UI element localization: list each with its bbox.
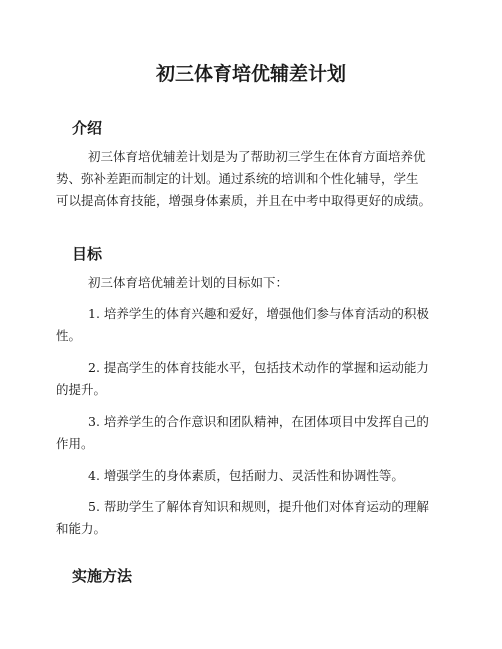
goal-item-3 (56, 411, 442, 455)
section-heading-goals: 目标 (72, 245, 103, 263)
goal-item-3-line-1: 3. 培养学生的合作意识和团队精神，在团体项目中发挥自己的 (88, 414, 429, 429)
goal-item-5 (56, 496, 442, 540)
intro-line-3: 可以提高体育技能，增强身体素质，并且在中考中取得更好的成绩。 (56, 193, 432, 208)
section-heading-methods: 实施方法 (72, 567, 133, 585)
goal-item-2-line-1: 2. 提高学生的体育技能水平，包括技术动作的掌握和运动能力 (88, 360, 429, 375)
intro-line-2: 势、弥补差距而制定的计划。通过系统的培训和个性化辅导，学生 (56, 171, 419, 186)
goal-item-1-line-2: 性。 (56, 328, 82, 343)
intro-paragraph (56, 146, 442, 212)
goal-item-4-line-1: 4. 增强学生的身体素质，包括耐力、灵活性和协调性等。 (88, 468, 404, 483)
intro-line-1: 初三体育培优辅差计划是为了帮助初三学生在体育方面培养优 (88, 149, 426, 164)
goal-item-5-line-1: 5. 帮助学生了解体育知识和规则，提升他们对体育运动的理解 (88, 499, 429, 514)
goals-intro-paragraph (72, 272, 442, 294)
goal-item-1 (56, 303, 442, 347)
goal-item-2-line-2: 的提升。 (56, 382, 107, 397)
goals-intro-line: 初三体育培优辅差计划的目标如下： (88, 275, 289, 290)
goal-item-3-line-2: 作用。 (56, 436, 94, 451)
goal-item-2 (56, 357, 442, 401)
goal-item-4 (72, 465, 442, 487)
goal-item-5-line-2: 和能力。 (56, 521, 107, 536)
section-heading-intro: 介绍 (72, 119, 103, 137)
document-title: 初三体育培优辅差计划 (155, 63, 346, 85)
goal-item-1-line-1: 1. 培养学生的体育兴趣和爱好，增强他们参与体育活动的积极 (88, 306, 429, 321)
